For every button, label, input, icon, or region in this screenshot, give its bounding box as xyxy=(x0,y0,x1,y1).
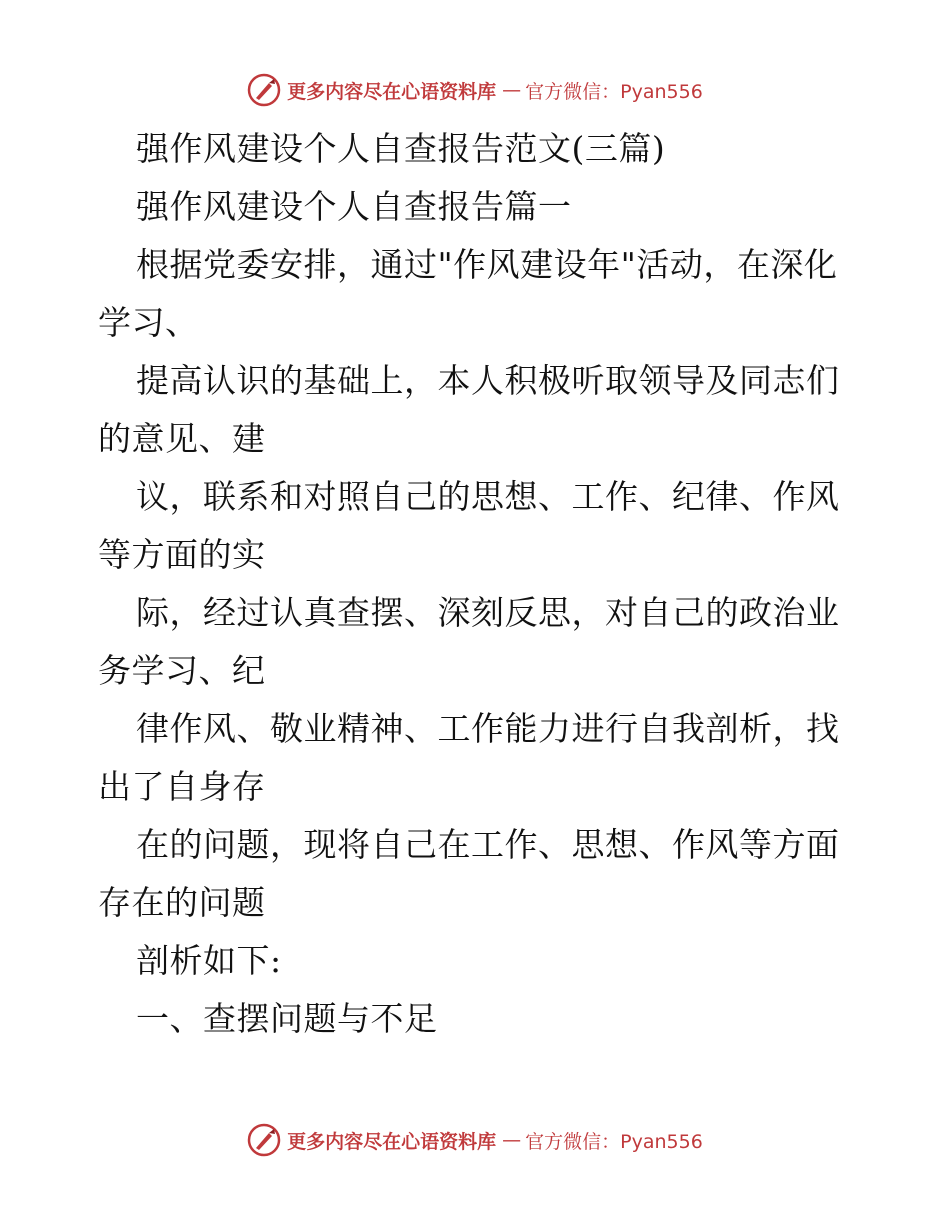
section-title: 强作风建设个人自查报告篇一 xyxy=(136,187,572,226)
footer-banner xyxy=(0,1120,950,1160)
paragraph-line: 议，联系和对照自己的思想、工作、纪律、作风 xyxy=(136,477,840,516)
paragraph-line: 际，经过认真查摆、深刻反思，对自己的政治业 xyxy=(136,593,840,632)
paragraph-line: 律作风、敬业精神、工作能力进行自我剖析，找 xyxy=(136,709,840,748)
banner-promo-text: 更多内容尽在心语资料库 xyxy=(287,1130,497,1153)
paragraph-line: 存在的问题 xyxy=(98,883,266,922)
paragraph-line: 提高认识的基础上，本人积极听取领导及同志们 xyxy=(136,361,840,400)
document-body xyxy=(98,120,858,1048)
paragraph-line: 务学习、纪 xyxy=(98,651,266,690)
quill-logo-icon xyxy=(247,1123,281,1157)
paragraph-line: 学习、 xyxy=(98,303,199,342)
paragraph-line: 剖析如下: xyxy=(136,941,282,980)
banner-dash: — xyxy=(502,79,520,101)
document-title: 强作风建设个人自查报告范文(三篇) xyxy=(136,129,666,168)
paragraph-line: 的意见、建 xyxy=(98,419,266,458)
banner-contact-text: 官方微信：Pyan556 xyxy=(525,80,703,103)
paragraph-line: 等方面的实 xyxy=(98,535,266,574)
paragraph-line: 在的问题，现将自己在工作、思想、作风等方面 xyxy=(136,825,840,864)
paragraph-line: 根据党委安排，通过"作风建设年"活动，在深化 xyxy=(136,245,838,284)
banner-dash: — xyxy=(502,1129,520,1151)
paragraph-line: 出了自身存 xyxy=(98,767,266,806)
header-banner xyxy=(0,70,950,110)
subsection-heading: 一、查摆问题与不足 xyxy=(136,999,438,1038)
banner-promo-text: 更多内容尽在心语资料库 xyxy=(287,80,497,103)
banner-contact-text: 官方微信：Pyan556 xyxy=(525,1130,703,1153)
quill-logo-icon xyxy=(247,73,281,107)
